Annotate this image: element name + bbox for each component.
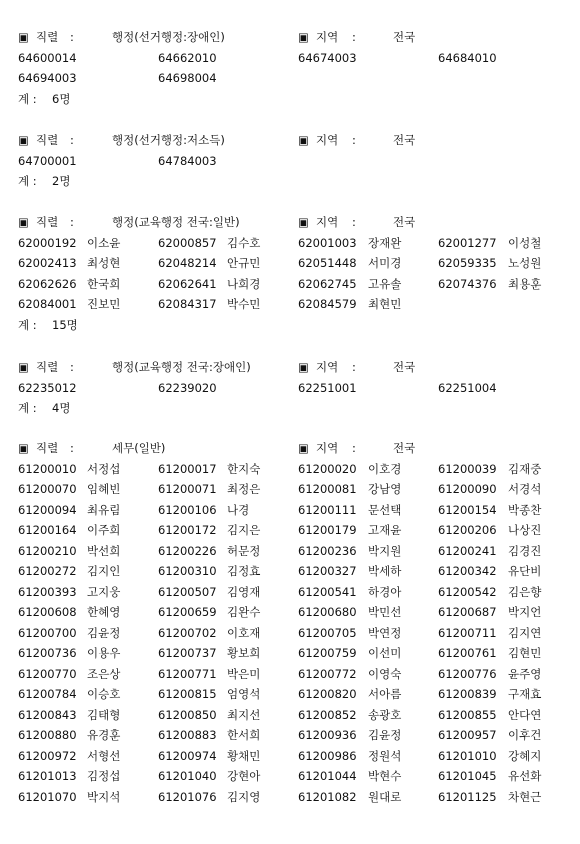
- exam-number: 61200310: [158, 564, 217, 578]
- candidate-name: 서경석: [508, 482, 542, 496]
- total-value: 4명: [52, 401, 71, 415]
- entry-row: [0, 233, 580, 254]
- exam-number: 61201040: [158, 769, 217, 783]
- candidate-name: 김윤정: [368, 728, 402, 742]
- exam-number: 61200883: [158, 728, 217, 742]
- candidate-name: 김정섭: [87, 769, 121, 783]
- candidate-name: 이호경: [368, 461, 402, 476]
- exam-number: 61200090: [438, 482, 497, 496]
- region-label: 지역: [316, 30, 339, 44]
- series-value: 행정(교육행정 전국:일반): [112, 215, 240, 229]
- exam-number: 61200759: [298, 646, 357, 660]
- candidate-name: 황채민: [227, 748, 261, 763]
- exam-number: 61201076: [158, 789, 217, 804]
- exam-number: 61200986: [298, 748, 357, 763]
- exam-number: 62084579: [298, 297, 357, 311]
- candidate-name: 이주희: [87, 523, 121, 537]
- entry-row: [0, 725, 580, 746]
- entry-row: [0, 561, 580, 582]
- exam-number: 64784003: [158, 153, 217, 168]
- candidate-name: 이후건: [508, 728, 542, 742]
- exam-number: 62235012: [18, 380, 77, 395]
- entry-row: [0, 274, 580, 295]
- square-mark-icon: ▣: [298, 133, 309, 147]
- candidate-name: 원대로: [368, 789, 402, 804]
- entry-row: [0, 787, 580, 808]
- exam-number: 61201045: [438, 769, 497, 783]
- square-mark-icon: ▣: [298, 30, 309, 44]
- candidate-name: 서미경: [368, 256, 402, 270]
- exam-number: 61200659: [158, 605, 217, 619]
- exam-number: 61200210: [18, 543, 77, 558]
- candidate-name: 한국희: [87, 276, 121, 291]
- section-1: [0, 27, 580, 109]
- section-header: [0, 357, 580, 378]
- exam-number: 61200770: [18, 666, 77, 681]
- square-mark-icon: ▣: [18, 441, 29, 455]
- exam-number: 61200843: [18, 707, 77, 722]
- total-value: 15명: [52, 317, 78, 332]
- candidate-name: 김현민: [508, 646, 542, 660]
- exam-number: 61200272: [18, 564, 77, 578]
- candidate-name: 이호재: [227, 625, 261, 640]
- candidate-name: 유단비: [508, 564, 542, 578]
- exam-number: 64662010: [158, 50, 217, 65]
- candidate-name: 정원석: [368, 748, 402, 763]
- region-label: 지역: [316, 215, 339, 229]
- entry-row: [0, 459, 580, 480]
- entry-row: [0, 151, 580, 172]
- entry-row: [0, 643, 580, 664]
- candidate-name: 구재효: [508, 687, 542, 701]
- exam-number: 61200608: [18, 605, 77, 619]
- candidate-name: 박지언: [508, 605, 542, 619]
- colon: :: [70, 215, 74, 229]
- exam-number: 61200010: [18, 461, 77, 476]
- exam-number: 61200784: [18, 687, 77, 701]
- exam-number: 61200957: [438, 728, 497, 742]
- candidate-name: 하경아: [368, 584, 402, 599]
- exam-number: 62074376: [438, 276, 497, 291]
- candidate-name: 노성원: [508, 256, 542, 270]
- candidate-name: 서형선: [87, 748, 121, 763]
- exam-number: 61201082: [298, 789, 357, 804]
- exam-number: 61200039: [438, 461, 497, 476]
- entry-row: [0, 48, 580, 69]
- exam-number: 62084001: [18, 297, 77, 311]
- exam-number: 61200327: [298, 564, 357, 578]
- exam-number: 61201010: [438, 748, 497, 763]
- exam-number: 61200094: [18, 502, 77, 517]
- candidate-name: 진보민: [87, 297, 121, 311]
- candidate-name: 한혜영: [87, 605, 121, 619]
- exam-number: 62062626: [18, 276, 77, 291]
- square-mark-icon: ▣: [18, 215, 29, 229]
- candidate-name: 김완수: [227, 605, 261, 619]
- exam-number: 62002413: [18, 256, 77, 270]
- entry-list: [0, 151, 580, 172]
- exam-number: 61200761: [438, 646, 497, 660]
- total-row: [0, 89, 580, 110]
- candidate-name: 강혜지: [508, 748, 542, 763]
- entry-row: [0, 520, 580, 541]
- candidate-name: 김수호: [227, 235, 261, 250]
- square-mark-icon: ▣: [18, 360, 29, 374]
- exam-number: 62000192: [18, 235, 77, 250]
- square-mark-icon: ▣: [298, 441, 309, 455]
- candidate-name: 엄영석: [227, 687, 261, 701]
- candidate-name: 서아름: [368, 687, 402, 701]
- candidate-name: 이선미: [368, 646, 402, 660]
- candidate-name: 윤주영: [508, 666, 542, 681]
- candidate-name: 조은상: [87, 666, 121, 681]
- exam-number: 61200342: [438, 564, 497, 578]
- region-value: 전국: [393, 360, 416, 374]
- total-label: 계 :: [18, 174, 37, 188]
- exam-number: 61200772: [298, 666, 357, 681]
- exam-number: 62059335: [438, 256, 497, 270]
- entry-row: [0, 705, 580, 726]
- region-value: 전국: [393, 133, 416, 147]
- exam-number: 61201044: [298, 769, 357, 783]
- candidate-name: 김지인: [87, 564, 121, 578]
- series-label: 직렬: [36, 30, 59, 44]
- candidate-name: 고재윤: [368, 523, 402, 537]
- exam-number: 62000857: [158, 235, 217, 250]
- section-header: [0, 27, 580, 48]
- exam-number: 61200241: [438, 543, 497, 558]
- entry-row: [0, 766, 580, 787]
- colon: :: [352, 215, 356, 229]
- candidate-name: 박지원: [368, 543, 402, 558]
- candidate-name: 김태형: [87, 707, 121, 722]
- exam-number: 61201070: [18, 789, 77, 804]
- candidate-name: 박연정: [368, 625, 402, 640]
- candidate-name: 장재완: [368, 235, 402, 250]
- exam-number: 61200070: [18, 482, 77, 496]
- entry-list: [0, 48, 580, 89]
- series-value: 행정(교육행정 전국:장애인): [112, 360, 251, 374]
- colon: :: [70, 360, 74, 374]
- colon: :: [352, 133, 356, 147]
- entry-row: [0, 623, 580, 644]
- exam-number: 61200226: [158, 543, 217, 558]
- candidate-name: 나상진: [508, 523, 542, 537]
- exam-number: 61200507: [158, 584, 217, 599]
- total-value: 2명: [52, 174, 71, 188]
- candidate-name: 박지석: [87, 789, 121, 804]
- candidate-name: 고지웅: [87, 584, 121, 599]
- candidate-name: 안규민: [227, 256, 261, 270]
- colon: :: [70, 441, 74, 455]
- entry-row: [0, 68, 580, 89]
- candidate-name: 차현근: [508, 789, 542, 804]
- candidate-name: 김영재: [227, 584, 261, 599]
- entry-row: [0, 541, 580, 562]
- section-5: [0, 438, 580, 807]
- candidate-name: 김경진: [508, 543, 542, 558]
- region-value: 전국: [393, 441, 416, 455]
- exam-number: 61200071: [158, 482, 217, 496]
- candidate-name: 박은미: [227, 666, 261, 681]
- candidate-name: 박선희: [87, 543, 121, 558]
- section-4: [0, 357, 580, 419]
- candidate-name: 김윤정: [87, 625, 121, 640]
- candidate-name: 강현아: [227, 769, 261, 783]
- series-value: 세무(일반): [112, 441, 166, 455]
- section-header: [0, 212, 580, 233]
- exam-number: 61200839: [438, 687, 497, 701]
- exam-number: 61200855: [438, 707, 497, 722]
- exam-number: 62001277: [438, 235, 497, 250]
- total-row: [0, 315, 580, 336]
- candidate-name: 유선화: [508, 769, 542, 783]
- total-row: [0, 171, 580, 192]
- square-mark-icon: ▣: [298, 215, 309, 229]
- entry-row: [0, 602, 580, 623]
- colon: :: [70, 30, 74, 44]
- exam-number: 61200206: [438, 523, 497, 537]
- exam-number: 61200771: [158, 666, 217, 681]
- candidate-name: 김지은: [227, 523, 261, 537]
- exam-number: 61200852: [298, 707, 357, 722]
- candidate-name: 한서희: [227, 728, 261, 742]
- candidate-name: 박현수: [368, 769, 402, 783]
- exam-number: 61200880: [18, 728, 77, 742]
- exam-number: 62062641: [158, 276, 217, 291]
- exam-number: 61200236: [298, 543, 357, 558]
- exam-number: 61200700: [18, 625, 77, 640]
- candidate-name: 김지영: [227, 789, 261, 804]
- square-mark-icon: ▣: [18, 133, 29, 147]
- colon: :: [352, 30, 356, 44]
- candidate-name: 박수민: [227, 297, 261, 311]
- exam-number: 64674003: [298, 50, 357, 65]
- exam-number: 61200705: [298, 625, 357, 640]
- square-mark-icon: ▣: [18, 30, 29, 44]
- exam-number: 61200850: [158, 707, 217, 722]
- candidate-name: 허문정: [227, 543, 261, 558]
- exam-number: 61201013: [18, 769, 77, 783]
- candidate-name: 황보희: [227, 646, 261, 660]
- exam-number: 64700001: [18, 153, 77, 168]
- colon: :: [352, 441, 356, 455]
- candidate-name: 나경: [227, 502, 250, 517]
- total-label: 계 :: [18, 91, 37, 106]
- exam-number: 61200164: [18, 523, 77, 537]
- candidate-name: 박민선: [368, 605, 402, 619]
- entry-row: [0, 253, 580, 274]
- exam-number: 61200020: [298, 461, 357, 476]
- entry-row: [0, 378, 580, 399]
- candidate-name: 박세하: [368, 564, 402, 578]
- exam-number: 61200702: [158, 625, 217, 640]
- exam-number: 61200111: [298, 502, 357, 517]
- exam-number: 62001003: [298, 235, 357, 250]
- exam-number: 61200542: [438, 584, 497, 599]
- exam-number: 64684010: [438, 50, 497, 65]
- series-value: 행정(선거행정:장애인): [112, 30, 225, 44]
- exam-number: 61200106: [158, 502, 217, 517]
- candidate-name: 송광호: [368, 707, 402, 722]
- series-label: 직렬: [36, 441, 59, 455]
- total-label: 계 :: [18, 401, 37, 415]
- entry-row: [0, 294, 580, 315]
- exam-number: 61200736: [18, 646, 77, 660]
- exam-number: 61200081: [298, 482, 357, 496]
- exam-number: 62051448: [298, 256, 357, 270]
- region-value: 전국: [393, 30, 416, 44]
- entry-list: [0, 233, 580, 315]
- candidate-name: 김지연: [508, 625, 542, 640]
- entry-row: [0, 582, 580, 603]
- candidate-name: 최성현: [87, 256, 121, 270]
- exam-number: 62084317: [158, 297, 217, 311]
- square-mark-icon: ▣: [298, 360, 309, 374]
- region-value: 전국: [393, 215, 416, 229]
- candidate-name: 김정효: [227, 564, 261, 578]
- section-2: [0, 130, 580, 192]
- series-label: 직렬: [36, 133, 59, 147]
- exam-number: 64694003: [18, 71, 77, 85]
- section-3: [0, 212, 580, 335]
- candidate-name: 최현민: [368, 297, 402, 311]
- exam-number: 61200711: [438, 625, 497, 640]
- series-label: 직렬: [36, 360, 59, 374]
- candidate-name: 나희경: [227, 276, 261, 291]
- colon: :: [70, 133, 74, 147]
- exam-number: 61200172: [158, 523, 217, 537]
- exam-number: 62062745: [298, 276, 357, 291]
- candidate-name: 고유솔: [368, 276, 402, 291]
- exam-number: 61200179: [298, 523, 357, 537]
- exam-number: 61200776: [438, 666, 497, 681]
- exam-number: 62251001: [298, 380, 357, 395]
- candidate-name: 이승호: [87, 687, 121, 701]
- candidate-name: 최유림: [87, 502, 121, 517]
- exam-number: 61200974: [158, 748, 217, 763]
- exam-number: 62048214: [158, 256, 217, 270]
- candidate-name: 김재중: [508, 461, 542, 476]
- exam-number: 61200936: [298, 728, 357, 742]
- exam-number: 61200017: [158, 461, 217, 476]
- series-label: 직렬: [36, 215, 59, 229]
- candidate-name: 박종찬: [508, 502, 542, 517]
- entry-row: [0, 746, 580, 767]
- exam-number: 61201125: [438, 789, 497, 804]
- candidate-name: 한지숙: [227, 461, 261, 476]
- candidate-name: 이성철: [508, 235, 542, 250]
- candidate-name: 김은향: [508, 584, 542, 599]
- region-label: 지역: [316, 360, 339, 374]
- candidate-name: 이소윤: [87, 235, 121, 250]
- candidate-name: 문선택: [368, 502, 402, 517]
- candidate-name: 유경훈: [87, 728, 121, 742]
- region-label: 지역: [316, 441, 339, 455]
- candidate-name: 임혜빈: [87, 482, 121, 496]
- exam-number: 61200972: [18, 748, 77, 763]
- candidate-name: 이용우: [87, 646, 121, 660]
- region-label: 지역: [316, 133, 339, 147]
- series-value: 행정(선거행정:저소득): [112, 133, 225, 147]
- candidate-name: 안다연: [508, 707, 542, 722]
- total-label: 계 :: [18, 317, 37, 332]
- candidate-name: 최용훈: [508, 276, 542, 291]
- exam-number: 61200680: [298, 605, 357, 619]
- candidate-name: 최지선: [227, 707, 261, 722]
- exam-number: 61200687: [438, 605, 497, 619]
- section-header: [0, 130, 580, 151]
- exam-number: 61200737: [158, 646, 217, 660]
- section-header: [0, 438, 580, 459]
- exam-number: 61200815: [158, 687, 217, 701]
- candidate-name: 최정은: [227, 482, 261, 496]
- total-value: 6명: [52, 91, 71, 106]
- exam-number: 61200154: [438, 502, 497, 517]
- total-row: [0, 398, 580, 419]
- entry-list: [0, 378, 580, 399]
- exam-number: 61200820: [298, 687, 357, 701]
- exam-number: 64600014: [18, 50, 77, 65]
- entry-row: [0, 500, 580, 521]
- entry-row: [0, 479, 580, 500]
- exam-number: 62239020: [158, 380, 217, 395]
- entry-row: [0, 684, 580, 705]
- exam-number: 61200393: [18, 584, 77, 599]
- entry-list: [0, 459, 580, 808]
- entry-row: [0, 664, 580, 685]
- candidate-name: 서정섭: [87, 461, 121, 476]
- candidate-name: 강남영: [368, 482, 402, 496]
- candidate-name: 이영숙: [368, 666, 402, 681]
- exam-number: 62251004: [438, 380, 497, 395]
- colon: :: [352, 360, 356, 374]
- exam-number: 64698004: [158, 71, 217, 85]
- exam-number: 61200541: [298, 584, 357, 599]
